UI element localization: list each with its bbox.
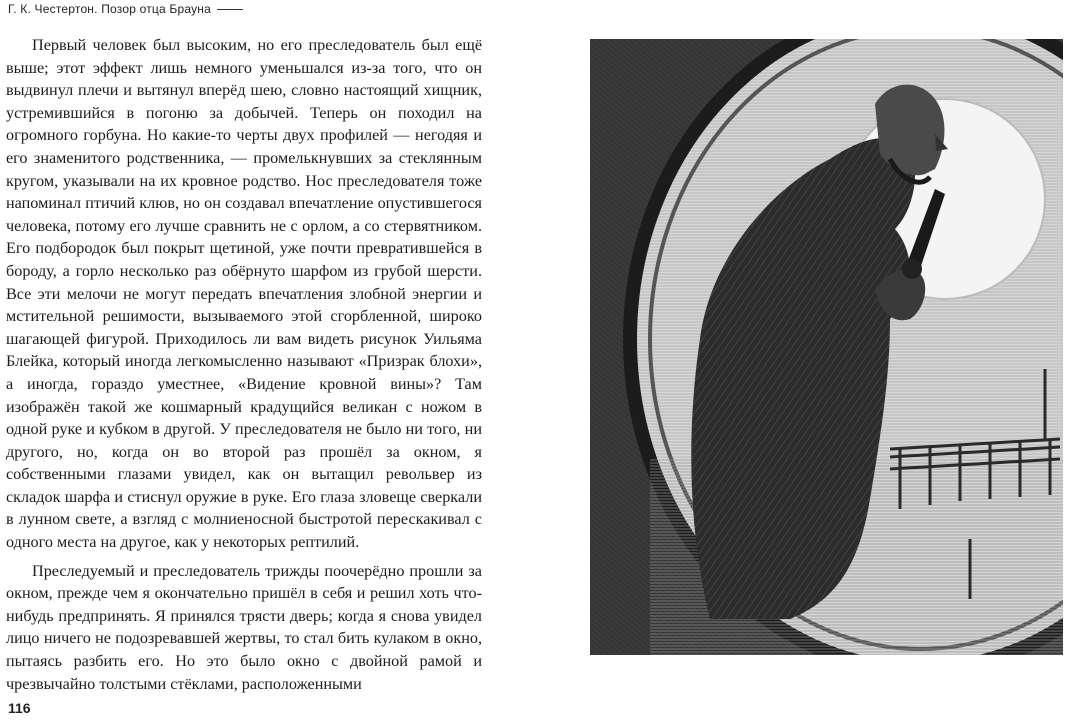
running-head <box>8 2 243 16</box>
paragraph: Первый человек был высоким, но его преследователь был ещё выше; этот эффект лишь немного уменьшался из-за того, что он выдвинул плечи и вытянул вперёд шею, словно настоящий хищник, устремившийся в погоню за добычей. Теперь он походил на огромного горбуна. Но какие-то черты двух профилей — негодяя и его знаменитого родственника, — промелькнувших за стеклянным кругом, указывали на их кровное родство. Нос преследователя тоже напоминал птичий клюв, но он создавал впечатление опустившегося человека, потому его лучше сравнить не с орлом, а со стервятником. Его подбородок был покрыт щетиной, уже почти превратившейся в бороду, а горло несколько раз обёрнуто шарфом из грубой шерсти. Все эти мелочи не могут передать впечатления злобной энергии и мстительной решимости, вызываемого этой сгорбленной, широко шагающей фигурой. Приходилось ли вам видеть рисунок Уильяма Блейка, который иногда легкомысленно называют «Призрак блохи», а иногда, гораздо уместнее, «Видение кровной вины»? Там изображён такой же кошмарный крадущийся великан с ножом в одной руке и кубком в другой. У преследователя не было ни того, ни другого, но, когда он во второй раз прошёл за окном, я собственными глазами увидел, как он вытащил револьвер из складок шарфа и стиснул оружие в руке. Его глаза зловеще сверкали в лунном свете, а взгляд с молниеносной быстротой перескакивал с одного места на другое, как у некоторых рептилий. <box>6 36 482 552</box>
running-head-rule <box>217 9 243 10</box>
page-number: 116 <box>8 700 31 716</box>
running-title: Г. К. Честертон. Позор отца Брауна <box>8 2 211 16</box>
paragraph: Преследуемый и преследователь трижды поочерёдно прошли за окном, прежде чем я окончательно пришёл в себя и решил хоть что-нибудь предпринять. Я принялся трясти дверь; когда я снова увидел лицо ничего не подозревавшей жертвы, то стал бить кулаком в окно, пытаясь разбить его. Но это было окно с двойной рамой и чрезвычайно толстыми стёклами, расположенными <box>6 561 482 693</box>
sketch-illustration-icon <box>590 39 1063 655</box>
illustration <box>590 39 1063 655</box>
text-column <box>6 34 482 701</box>
